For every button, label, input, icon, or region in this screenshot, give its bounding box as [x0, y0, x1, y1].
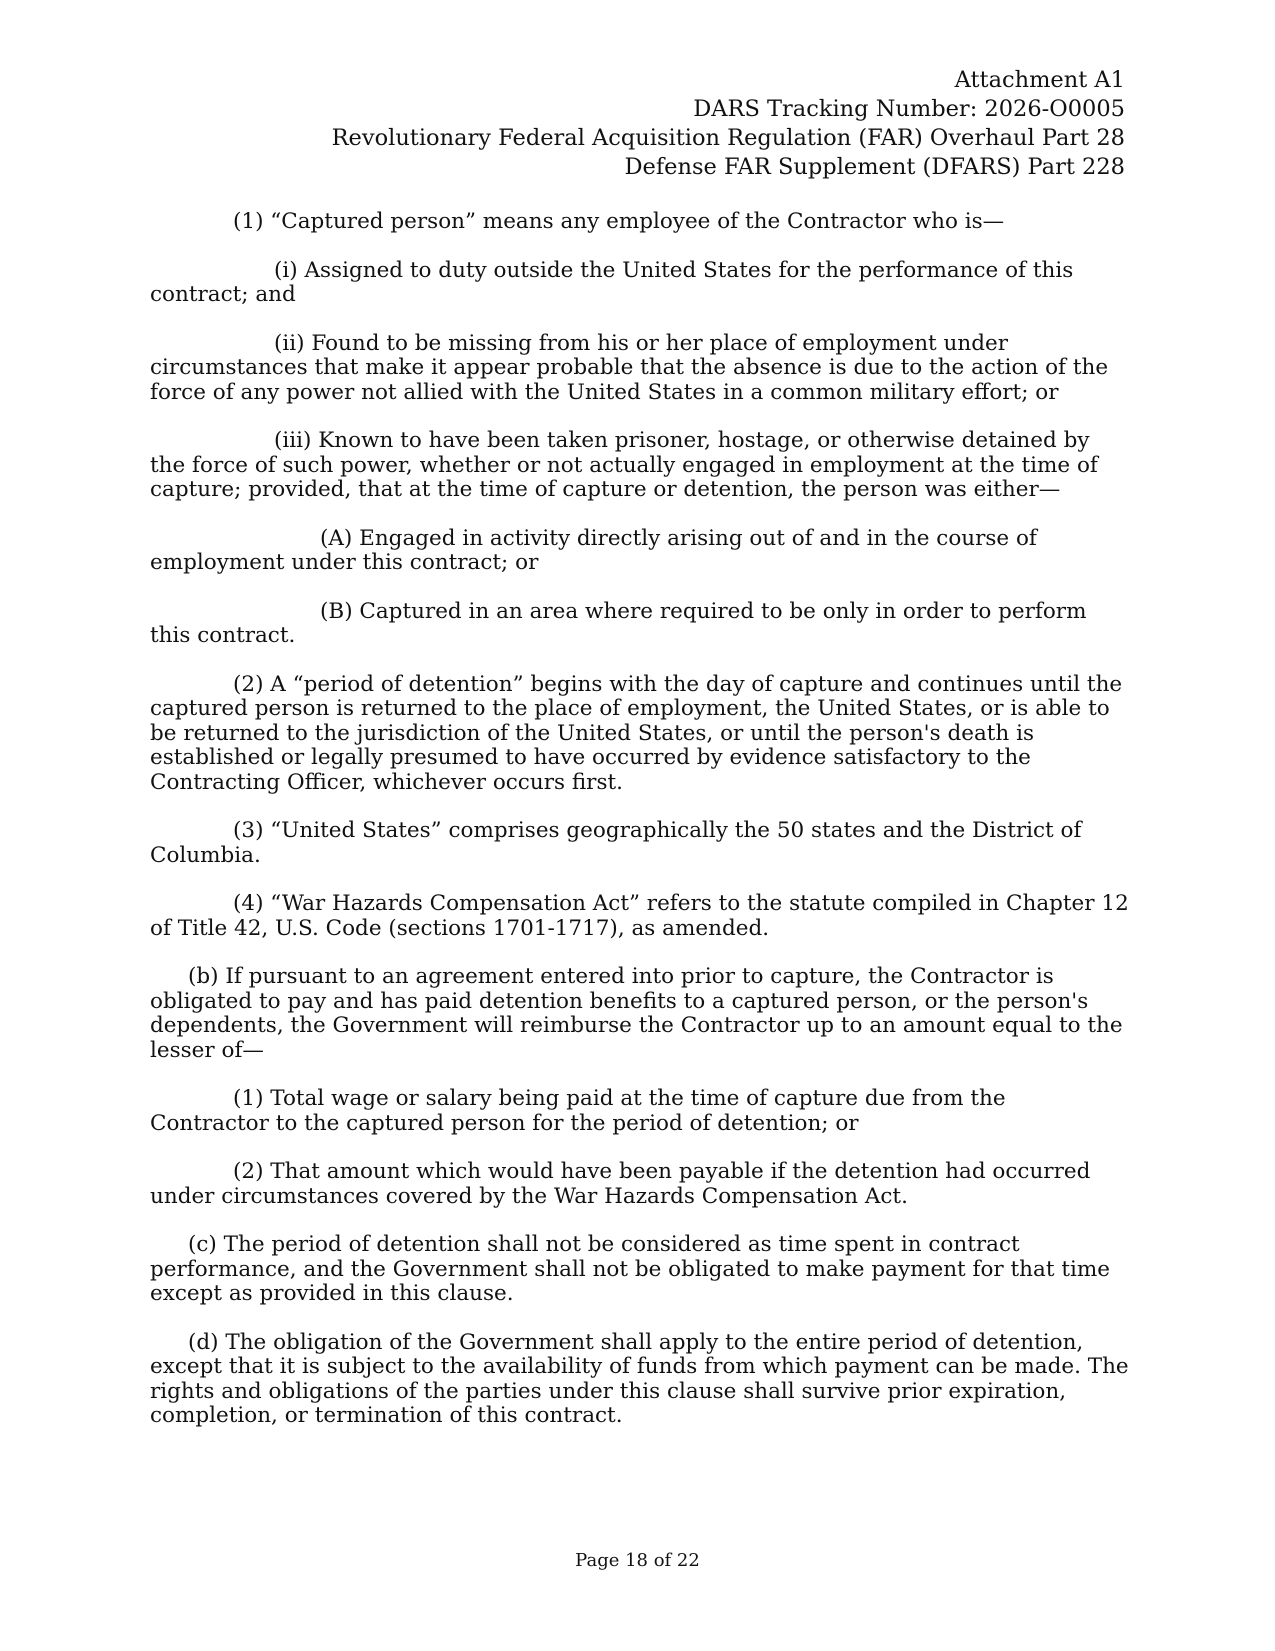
paragraph-a1: (1) “Captured person” means any employee of the Contractor who is— [233, 209, 1005, 234]
paragraph-a1-iii: (iii) Known to have been taken prisoner, hostage, or otherwise detained by the force of such power, whether or not actually engaged in employment at the time of capture; provided, that at the time of capture or detention, the person was either— [150, 428, 1098, 502]
page-footer [0, 1550, 1275, 1572]
paragraph-a3: (3) “United States” comprises geographically the 50 states and the District of Columbia. [150, 818, 1082, 868]
header-dfars-part: Defense FAR Supplement (DFARS) Part 228 [624, 154, 1125, 180]
header-attachment: Attachment A1 [954, 67, 1125, 93]
paragraph-b2: (2) That amount which would have been payable if the detention had occurred under circumstances covered by the War Hazards Compensation Act. [150, 1159, 1091, 1209]
paragraph-a4: (4) “War Hazards Compensation Act” refers to the statute compiled in Chapter 12 of Title 42, U.S. Code (sections 1701-1717), as amended. [150, 891, 1129, 941]
paragraph-a1-ii: (ii) Found to be missing from his or her place of employment under circumstances that make it appear probable that the absence is due to the action of the force of any power not allied with the United States in a common military effort; or [150, 330, 1109, 405]
paragraph-c: (c) The period of detention shall not be considered as time spent in contract performance, and the Government shall not be obligated to make payment for that time except as provided in this clause. [150, 1232, 1110, 1306]
paragraph-a2: (2) A “period of detention” begins with the day of capture and continues until the captured person is returned to the place of employment, the United States, or is able to be returned to the jurisdiction of the United States, or until the person's death is established or legally presumed to have occurred by evidence satisfactory to the Contracting Officer, whichever occurs first. [150, 671, 1123, 795]
page-header [332, 66, 1125, 182]
paragraph-a1-i: (i) Assigned to duty outside the United States for the performance of this contract; and [150, 257, 1074, 307]
paragraph-b: (b) If pursuant to an agreement entered into prior to capture, the Contractor is obligated to pay and has paid detention benefits to a captured person, or the person's dependents, the Government will reimburse the Contractor up to an amount equal to the lesser of— [150, 964, 1123, 1063]
page-number: Page 18 of 22 [575, 1550, 700, 1571]
paragraph-a1-iii-B: (B) Captured in an area where required to be only in order to perform this contract. [150, 598, 1087, 648]
paragraph-a1-iii-A: (A) Engaged in activity directly arising out of and in the course of employment under this contract; or [150, 525, 1037, 575]
document-body [150, 210, 1130, 1453]
paragraph-b1: (1) Total wage or salary being paid at the time of capture due from the Contractor to the captured person for the period of detention; or [150, 1086, 1006, 1136]
header-tracking-number: DARS Tracking Number: 2026-O0005 [693, 96, 1125, 122]
header-far-part: Revolutionary Federal Acquisition Regulation (FAR) Overhaul Part 28 [331, 125, 1125, 151]
paragraph-d: (d) The obligation of the Government shall apply to the entire period of detention, except that it is subject to the availability of funds from which payment can be made. The rights and obligations of the parties under this clause shall survive prior expiration, completion, or termination of this contract. [150, 1329, 1129, 1428]
